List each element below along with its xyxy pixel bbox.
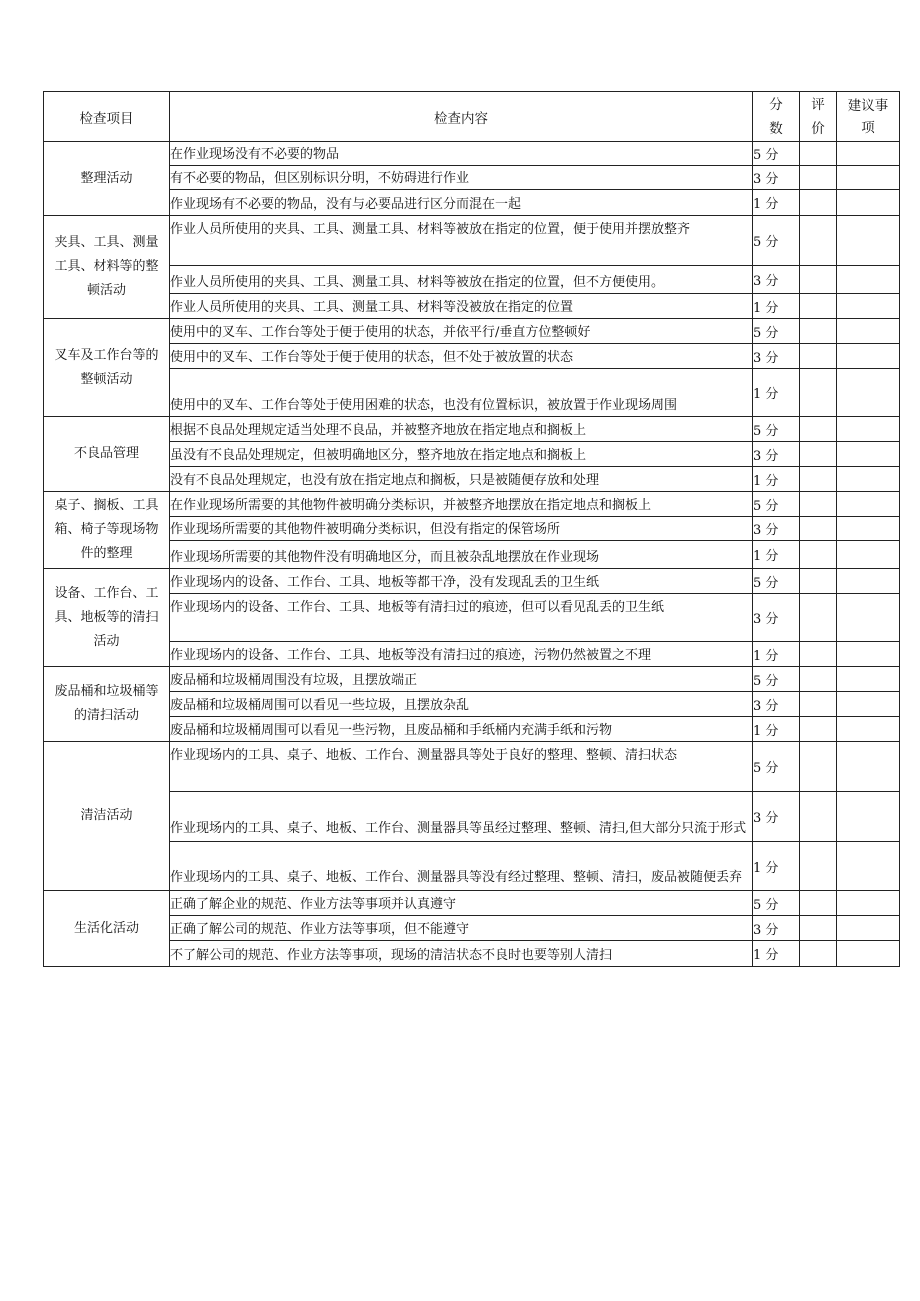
content-cell: 作业现场内的设备、工作台、工具、地板等没有清扫过的痕迹，污物仍然被置之不理	[170, 642, 753, 667]
content-cell: 作业人员所使用的夹具、工具、测量工具、材料等没被放在指定的位置	[170, 294, 753, 319]
suggestion-cell[interactable]	[837, 594, 900, 642]
content-cell: 作业现场内的设备、工作台、工具、地板等有清扫过的痕迹，但可以看见乱丢的卫生纸	[170, 594, 753, 642]
table-row	[44, 569, 900, 594]
suggestion-cell[interactable]	[837, 467, 900, 492]
content-cell: 作业人员所使用的夹具、工具、测量工具、材料等被放在指定的位置，便于使用并摆放整齐	[170, 216, 753, 266]
table-row	[44, 916, 900, 941]
table-row	[44, 517, 900, 541]
header-evaluation: 评 价	[800, 92, 837, 142]
score-cell: 5 分	[753, 319, 800, 344]
score-cell: 1 分	[753, 467, 800, 492]
header-row	[44, 92, 900, 142]
score-cell: 5 分	[753, 492, 800, 517]
category-cell: 整理活动	[44, 142, 170, 216]
suggestion-cell[interactable]	[837, 692, 900, 717]
score-cell: 3 分	[753, 517, 800, 541]
category-cell: 生活化活动	[44, 891, 170, 967]
evaluation-cell[interactable]	[800, 594, 837, 642]
evaluation-cell[interactable]	[800, 667, 837, 692]
content-cell: 在作业现场所需要的其他物件被明确分类标识，并被整齐地摆放在指定地点和搁板上	[170, 492, 753, 517]
evaluation-cell[interactable]	[800, 294, 837, 319]
suggestion-cell[interactable]	[837, 742, 900, 792]
suggestion-cell[interactable]	[837, 667, 900, 692]
table-row	[44, 541, 900, 569]
content-cell: 作业现场所需要的其他物件没有明确地区分，而且被杂乱地摆放在作业现场	[170, 541, 753, 569]
table-row	[44, 717, 900, 742]
suggestion-cell[interactable]	[837, 369, 900, 417]
suggestion-cell[interactable]	[837, 941, 900, 967]
suggestion-cell[interactable]	[837, 541, 900, 569]
evaluation-cell[interactable]	[800, 492, 837, 517]
content-cell: 作业现场内的工具、桌子、地板、工作台、测量器具等虽经过整理、整顿、清扫,但大部分只流于形式	[170, 792, 753, 842]
suggestion-cell[interactable]	[837, 891, 900, 916]
evaluation-cell[interactable]	[800, 166, 837, 190]
content-cell: 作业现场有不必要的物品，没有与必要品进行区分而混在一起	[170, 190, 753, 216]
category-cell: 桌子、搁板、工具 箱、椅子等现场物 件的整理	[44, 492, 170, 569]
category-cell: 叉车及工作台等的 整顿活动	[44, 319, 170, 417]
category-cell: 不良品管理	[44, 417, 170, 492]
content-cell: 废品桶和垃圾桶周围可以看见一些污物，且废品桶和手纸桶内充满手纸和污物	[170, 717, 753, 742]
table-row	[44, 319, 900, 344]
suggestion-cell[interactable]	[837, 442, 900, 467]
suggestion-cell[interactable]	[837, 216, 900, 266]
evaluation-cell[interactable]	[800, 142, 837, 166]
content-cell: 不了解公司的规范、作业方法等事项，现场的清洁状态不良时也要等别人清扫	[170, 941, 753, 967]
content-cell: 作业现场所需要的其他物件被明确分类标识，但没有指定的保管场所	[170, 517, 753, 541]
table-row	[44, 667, 900, 692]
category-cell: 夹具、工具、测量 工具、材料等的整 顿活动	[44, 216, 170, 319]
evaluation-cell[interactable]	[800, 692, 837, 717]
score-cell: 5 分	[753, 667, 800, 692]
table-row	[44, 792, 900, 842]
evaluation-cell[interactable]	[800, 916, 837, 941]
content-cell: 根据不良品处理规定适当处理不良品，并被整齐地放在指定地点和搁板上	[170, 417, 753, 442]
content-cell: 虽没有不良品处理规定，但被明确地区分，整齐地放在指定地点和搁板上	[170, 442, 753, 467]
suggestion-cell[interactable]	[837, 319, 900, 344]
table-row	[44, 492, 900, 517]
suggestion-cell[interactable]	[837, 344, 900, 369]
evaluation-cell[interactable]	[800, 442, 837, 467]
suggestion-cell[interactable]	[837, 842, 900, 891]
table-row	[44, 442, 900, 467]
table-row	[44, 692, 900, 717]
table-row	[44, 594, 900, 642]
suggestion-cell[interactable]	[837, 190, 900, 216]
evaluation-cell[interactable]	[800, 216, 837, 266]
category-cell: 设备、工作台、工 具、地板等的清扫 活动	[44, 569, 170, 667]
score-cell: 1 分	[753, 717, 800, 742]
table-row	[44, 190, 900, 216]
table-row	[44, 216, 900, 266]
content-cell: 使用中的叉车、工作台等处于便于使用的状态，但不处于被放置的状态	[170, 344, 753, 369]
evaluation-cell[interactable]	[800, 717, 837, 742]
table-row	[44, 166, 900, 190]
suggestion-cell[interactable]	[837, 492, 900, 517]
score-cell: 5 分	[753, 216, 800, 266]
score-cell: 1 分	[753, 294, 800, 319]
score-cell: 5 分	[753, 142, 800, 166]
content-cell: 废品桶和垃圾桶周围没有垃圾，且摆放端正	[170, 667, 753, 692]
score-cell: 5 分	[753, 417, 800, 442]
table-row	[44, 142, 900, 166]
score-cell: 1 分	[753, 541, 800, 569]
suggestion-cell[interactable]	[837, 166, 900, 190]
score-cell: 5 分	[753, 742, 800, 792]
evaluation-cell[interactable]	[800, 344, 837, 369]
evaluation-cell[interactable]	[800, 642, 837, 667]
category-cell: 废品桶和垃圾桶等 的清扫活动	[44, 667, 170, 742]
evaluation-cell[interactable]	[800, 190, 837, 216]
suggestion-cell[interactable]	[837, 142, 900, 166]
table-row	[44, 742, 900, 792]
score-cell: 1 分	[753, 941, 800, 967]
table-row	[44, 294, 900, 319]
suggestion-cell[interactable]	[837, 569, 900, 594]
content-cell: 没有不良品处理规定，也没有放在指定地点和搁板，只是被随便存放和处理	[170, 467, 753, 492]
suggestion-cell[interactable]	[837, 266, 900, 294]
table-row	[44, 842, 900, 891]
table-row	[44, 891, 900, 916]
suggestion-cell[interactable]	[837, 792, 900, 842]
content-cell: 作业现场内的设备、工作台、工具、地板等都干净，没有发现乱丢的卫生纸	[170, 569, 753, 594]
header-suggestion: 建议事 项	[837, 92, 900, 142]
content-cell: 废品桶和垃圾桶周围可以看见一些垃圾，且摆放杂乱	[170, 692, 753, 717]
score-cell: 3 分	[753, 344, 800, 369]
evaluation-cell[interactable]	[800, 266, 837, 294]
suggestion-cell[interactable]	[837, 717, 900, 742]
evaluation-cell[interactable]	[800, 541, 837, 569]
score-cell: 3 分	[753, 594, 800, 642]
evaluation-cell[interactable]	[800, 742, 837, 792]
content-cell: 有不必要的物品，但区别标识分明，不妨碍进行作业	[170, 166, 753, 190]
content-cell: 正确了解公司的规范、作业方法等事项，但不能遵守	[170, 916, 753, 941]
suggestion-cell[interactable]	[837, 642, 900, 667]
table-row	[44, 266, 900, 294]
score-cell: 3 分	[753, 166, 800, 190]
score-cell: 5 分	[753, 569, 800, 594]
score-cell: 1 分	[753, 190, 800, 216]
score-cell: 3 分	[753, 266, 800, 294]
score-cell: 1 分	[753, 642, 800, 667]
suggestion-cell[interactable]	[837, 517, 900, 541]
content-cell: 作业人员所使用的夹具、工具、测量工具、材料等被放在指定的位置，但不方便使用。	[170, 266, 753, 294]
content-cell: 使用中的叉车、工作台等处于使用困难的状态，也没有位置标识，被放置于作业现场周围	[170, 369, 753, 417]
content-cell: 作业现场内的工具、桌子、地板、工作台、测量器具等没有经过整理、整顿、清扫，废品被随便丢弃	[170, 842, 753, 891]
inspection-table	[43, 91, 900, 967]
score-cell: 3 分	[753, 916, 800, 941]
table-row	[44, 941, 900, 967]
evaluation-cell[interactable]	[800, 417, 837, 442]
category-cell: 清洁活动	[44, 742, 170, 891]
evaluation-cell[interactable]	[800, 792, 837, 842]
evaluation-cell[interactable]	[800, 891, 837, 916]
suggestion-cell[interactable]	[837, 294, 900, 319]
content-cell: 使用中的叉车、工作台等处于便于使用的状态，并依平行/垂直方位整顿好	[170, 319, 753, 344]
header-item: 检查项目	[44, 92, 170, 142]
content-cell: 正确了解企业的规范、作业方法等事项并认真遵守	[170, 891, 753, 916]
score-cell: 3 分	[753, 442, 800, 467]
evaluation-cell[interactable]	[800, 369, 837, 417]
evaluation-cell[interactable]	[800, 517, 837, 541]
evaluation-cell[interactable]	[800, 319, 837, 344]
table-row	[44, 467, 900, 492]
content-cell: 在作业现场没有不必要的物品	[170, 142, 753, 166]
table-row	[44, 369, 900, 417]
header-content: 检查内容	[170, 92, 753, 142]
header-score: 分 数	[753, 92, 800, 142]
evaluation-cell[interactable]	[800, 941, 837, 967]
table-row	[44, 417, 900, 442]
score-cell: 1 分	[753, 842, 800, 891]
suggestion-cell[interactable]	[837, 916, 900, 941]
evaluation-cell[interactable]	[800, 467, 837, 492]
score-cell: 3 分	[753, 792, 800, 842]
table-row	[44, 344, 900, 369]
evaluation-cell[interactable]	[800, 842, 837, 891]
table-row	[44, 642, 900, 667]
score-cell: 1 分	[753, 369, 800, 417]
score-cell: 3 分	[753, 692, 800, 717]
score-cell: 5 分	[753, 891, 800, 916]
suggestion-cell[interactable]	[837, 417, 900, 442]
content-cell: 作业现场内的工具、桌子、地板、工作台、测量器具等处于良好的整理、整顿、清扫状态	[170, 742, 753, 792]
evaluation-cell[interactable]	[800, 569, 837, 594]
